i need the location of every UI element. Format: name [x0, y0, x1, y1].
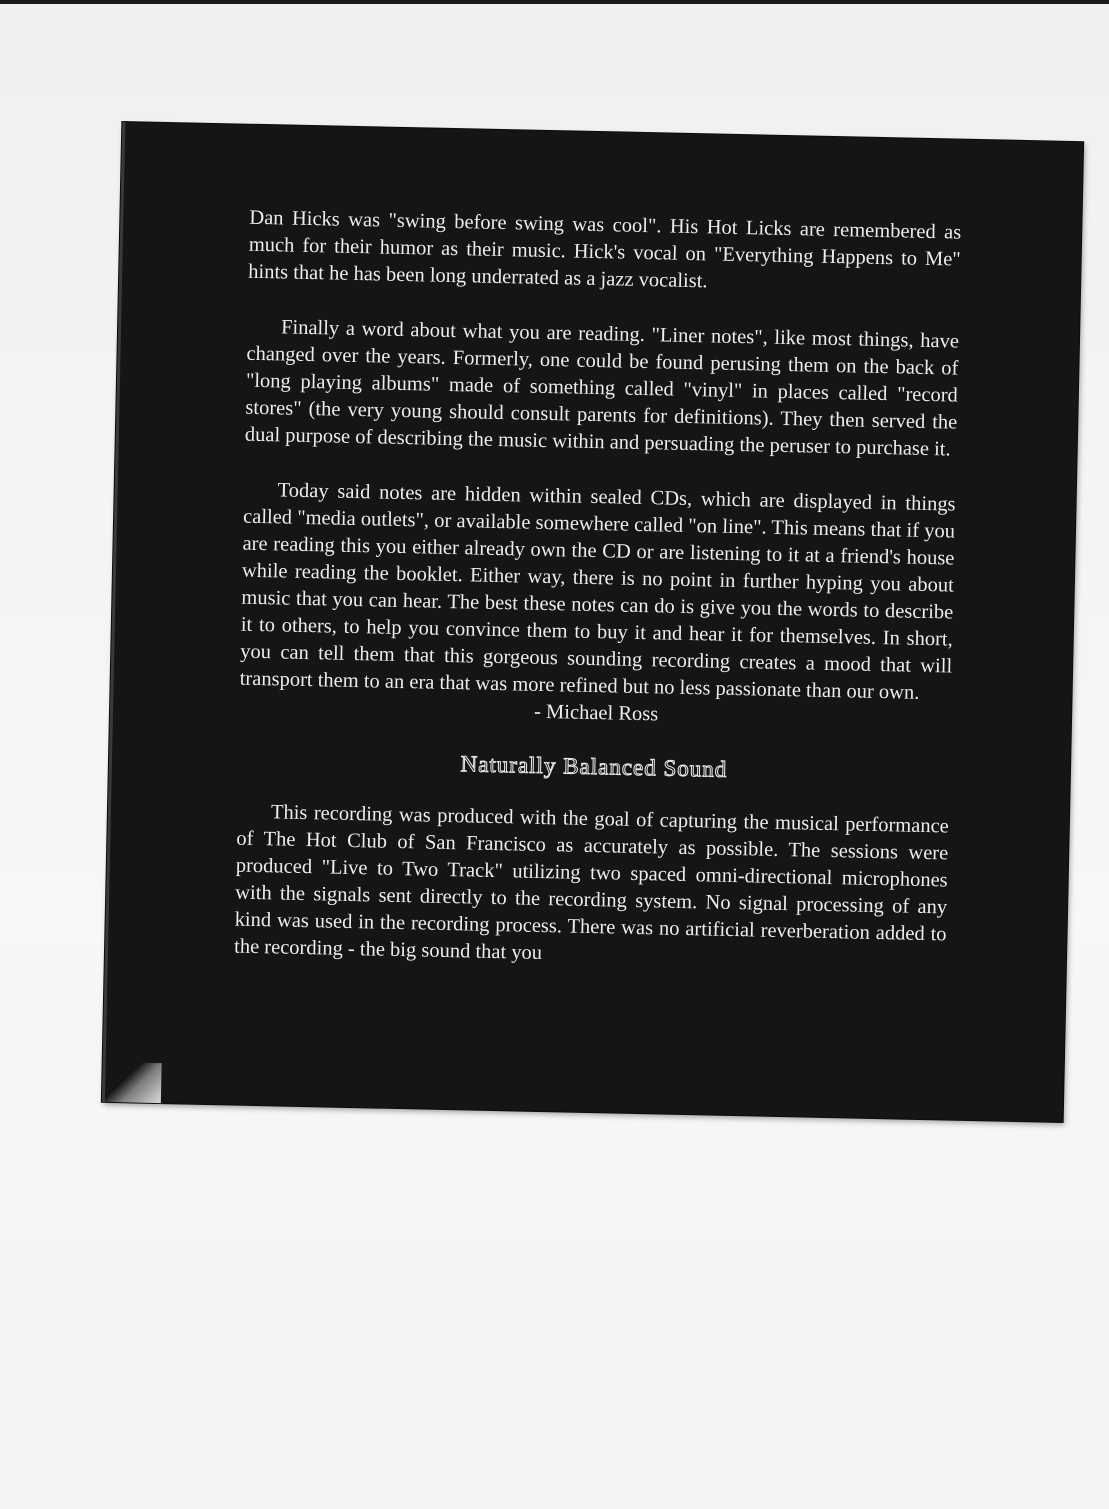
liner-notes-text	[233, 205, 961, 1004]
paragraph-liner-notes: Finally a word about what you are reading. "Liner notes", like most things, have changed over the years. Formerly, one could be found perusing them on the back of "long playing albums" made of something called "vinyl" in places called "record stores" (the very young should consult parents for definitions). They then served the dual purpose of describing the music within and persuading the peruser to purchase it.	[244, 316, 960, 461]
scan-edge	[0, 0, 1109, 4]
cd-booklet-page	[102, 122, 1083, 1122]
author-signature: - Michael Ross	[533, 700, 659, 726]
paragraph-dan-hicks: Dan Hicks was "swing before swing was cool". His Hot Licks are remembered as much for their humor as their music. Hick's vocal on "Everything Happens to Me" hints that he has been long underrated as a jazz vocalist.	[248, 206, 962, 293]
section-heading: Naturally Balanced Sound	[460, 751, 728, 782]
paragraph-today: Today said notes are hidden within sealed CDs, which are displayed in things called "media outlets", or available somewhere called "on line". This means that if you are reading this you either already own the CD or are listening to it at a friend's house while reading the booklet. Either way, there is no point in further hyping you about music that you can hear. The best these notes can do is give you the words to describe it to others, to help you convince them to buy it and hear it for themselves. In short, you can tell them that this gorgeous sounding recording creates a mood that will transport them to an era that was more refined but no less passionate than our own.	[239, 479, 956, 704]
worn-corner	[101, 1062, 162, 1103]
paragraph-recording: This recording was produced with the goal of capturing the musical performance of The Hot Club of San Francisco as accurately as possible. The sessions were produced "Live to Two Track" utilizing two spaced omni-directional microphones with the signals sent directly to the recording system. No signal processing of any kind was used in the recording process. There was no artificial reverberation added to the recording - the big sound that you	[233, 801, 950, 965]
